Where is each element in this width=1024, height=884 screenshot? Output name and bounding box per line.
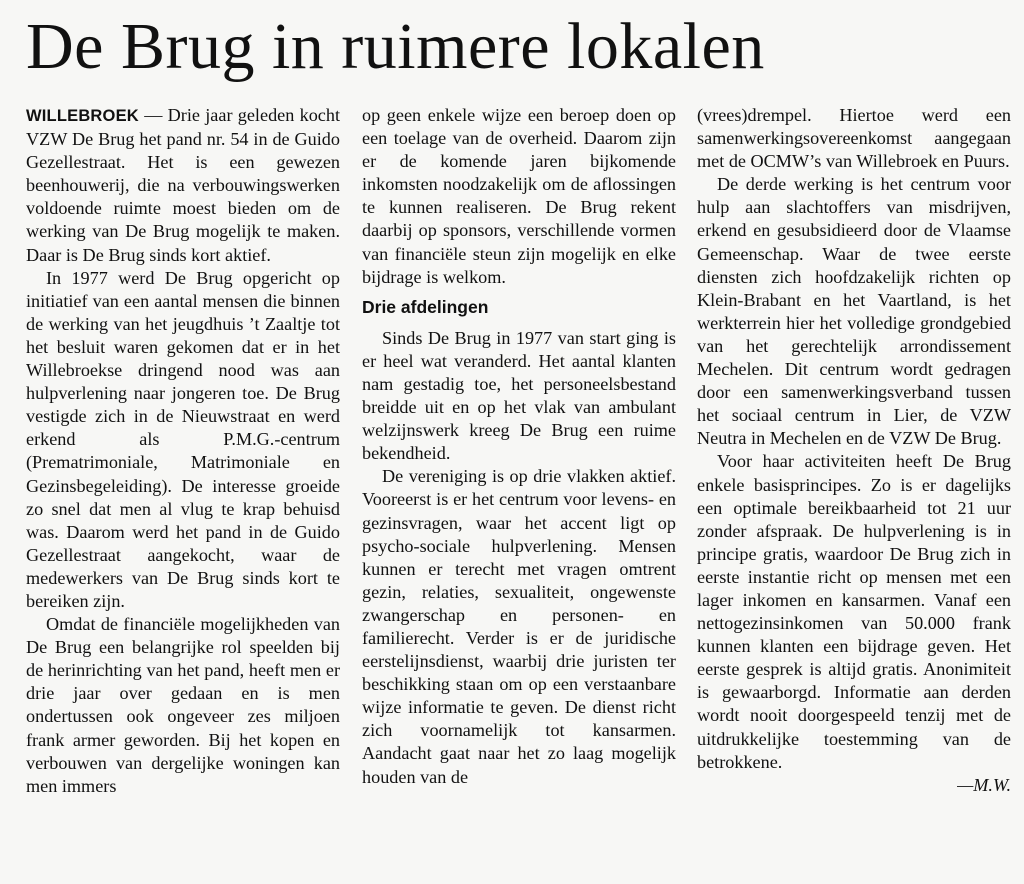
- paragraph-2: In 1977 werd De Brug opgericht op initiatief van een aantal mensen die binnen de werking van het jeugdhuis ’t Zaaltje tot het besluit waren gekomen dat er in het Willebroekse dringend nood was aan hulpverlening naar jongeren toe. De Brug vestigde zich in de Nieuwstraat en werd erkend als P.M.G.-centrum (Prematrimoniale, Matrimoniale en Gezinsbegeleiding). De interesse groeide zo snel dat men al vlug te krap behuisd was. Daarom werd het pand in de Guido Gezellestraat aangekocht, waar de medewerkers van De Brug sinds kort te bereiken zijn.: [26, 267, 340, 611]
- author-signoff: —M.W.: [957, 774, 1011, 795]
- dateline: WILLEBROEK: [26, 107, 139, 125]
- paragraph-3-start: Omdat de financiële mogelijkheden van De Brug een belangrijke rol speelden bij de herinrichting van het pand, heeft men er drie jaar over gedaan en is men ondertussen ook ongeveer zes miljoen frank armer geworden. Bij het kopen en verbouwen van dergelijke woningen kan men immers: [26, 614, 340, 796]
- subheading: Drie afdelingen: [362, 296, 489, 317]
- paragraph-1: WILLEBROEK — Drie jaar geleden kocht VZW De Brug het pand nr. 54 in de Guido Gezellestraat. Het is een gewezen beenhouwerij, die na verbouwingswerken voldoende ruimte moest bieden om de werking van De Brug mogelijk te maken. Daar is De Brug sinds kort aktief.: [26, 105, 341, 265]
- paragraph-7-text: Voor haar activiteiten heeft De Brug enkele basisprincipes. Zo is er dagelijks een optimale bereikbaarheid tot 21 uur zonder afspraak. De hulpverlening is in principe gratis, waardoor De Brug zich in eerste instantie richt op mensen met een lager inkomen en kansarmen. Vanaf een nettogezinsinkomen van 50.000 frank kunnen klanten een bijdrage geven. Het eerste gesprek is altijd gratis. Anonimiteit is gewaarborgd. Informatie aan derden wordt nooit doorgespeeld tenzij met de uitdrukkelijke toestemming van de betrokkene.: [697, 451, 1011, 772]
- article-column-1: [26, 104, 340, 798]
- paragraph-4: Sinds De Brug in 1977 van start ging is er heel wat veranderd. Het aantal klanten nam gestadig toe, het personeelsbestand breidde uit en op het vlak van ambulant welzijnswerk kreeg De Brug een ruime bekendheid.: [362, 327, 676, 464]
- article-column-2: [362, 104, 676, 789]
- paragraph-5-start: De vereniging is op drie vlakken aktief. Vooreerst is er het centrum voor levens- en gezinsvragen, waar het accent ligt op psycho-sociale hulpverlening. Mensen kunnen er terecht met vragen omtrent gezin, relaties, sexualiteit, ongewenste zwangerschap en personen- en familierecht. Verder is er de juridische eerstelijnsdienst, waarbij drie juristen ter beschikking staan om op een verstaanbare wijze informatie te geven. De dienst richt zich voornamelijk tot kansarmen. Aandacht gaat naar het zo laag mogelijk houden van de: [362, 466, 676, 787]
- paragraph-3-end: op geen enkele wijze een beroep doen op een toelage van de overheid. Daarom zijn er de komende jaren bijkomende inkomsten noodzakelijk om de aflossingen te kunnen realiseren. De Brug rekent daarbij op sponsors, verschillende vormen van financiële steun zijn mogelijk en elke bijdrage is welkom.: [362, 105, 676, 287]
- paragraph-7: [697, 450, 1011, 796]
- paragraph-6: De derde werking is het centrum voor hulp aan slachtoffers van misdrijven, erkend en gesubsidieerd door de Vlaamse Gemeenschap. Waar de twee eerste diensten zich hoofdzakelijk richten op Klein-Brabant en het Vaartland, is het werkterrein hier het volledige grondgebied van het gerechtelijk arrondissement Mechelen. Dit centrum wordt gedragen door een samenwerkingsverband tussen het sociaal centrum in Lier, de VZW Neutra in Mechelen en de VZW De Brug.: [697, 174, 1011, 449]
- paragraph-1-text: Drie jaar geleden kocht VZW De Brug het pand nr. 54 in de Guido Gezellestraat. Het is een gewezen beenhouwerij, die na verbouwingswerken voldoende ruimte moest bieden om de werking van De Brug mogelijk te maken. Daar is De Brug sinds kort aktief.: [26, 105, 341, 265]
- paragraph-5-end: (vrees)drempel. Hiertoe werd een samenwerkingsovereenkomst aangegaan met de OCMW’s van Willebroek en Puurs.: [697, 105, 1011, 172]
- headline: De Brug in ruimere lokalen: [26, 10, 765, 83]
- article-column-3: [697, 104, 1011, 797]
